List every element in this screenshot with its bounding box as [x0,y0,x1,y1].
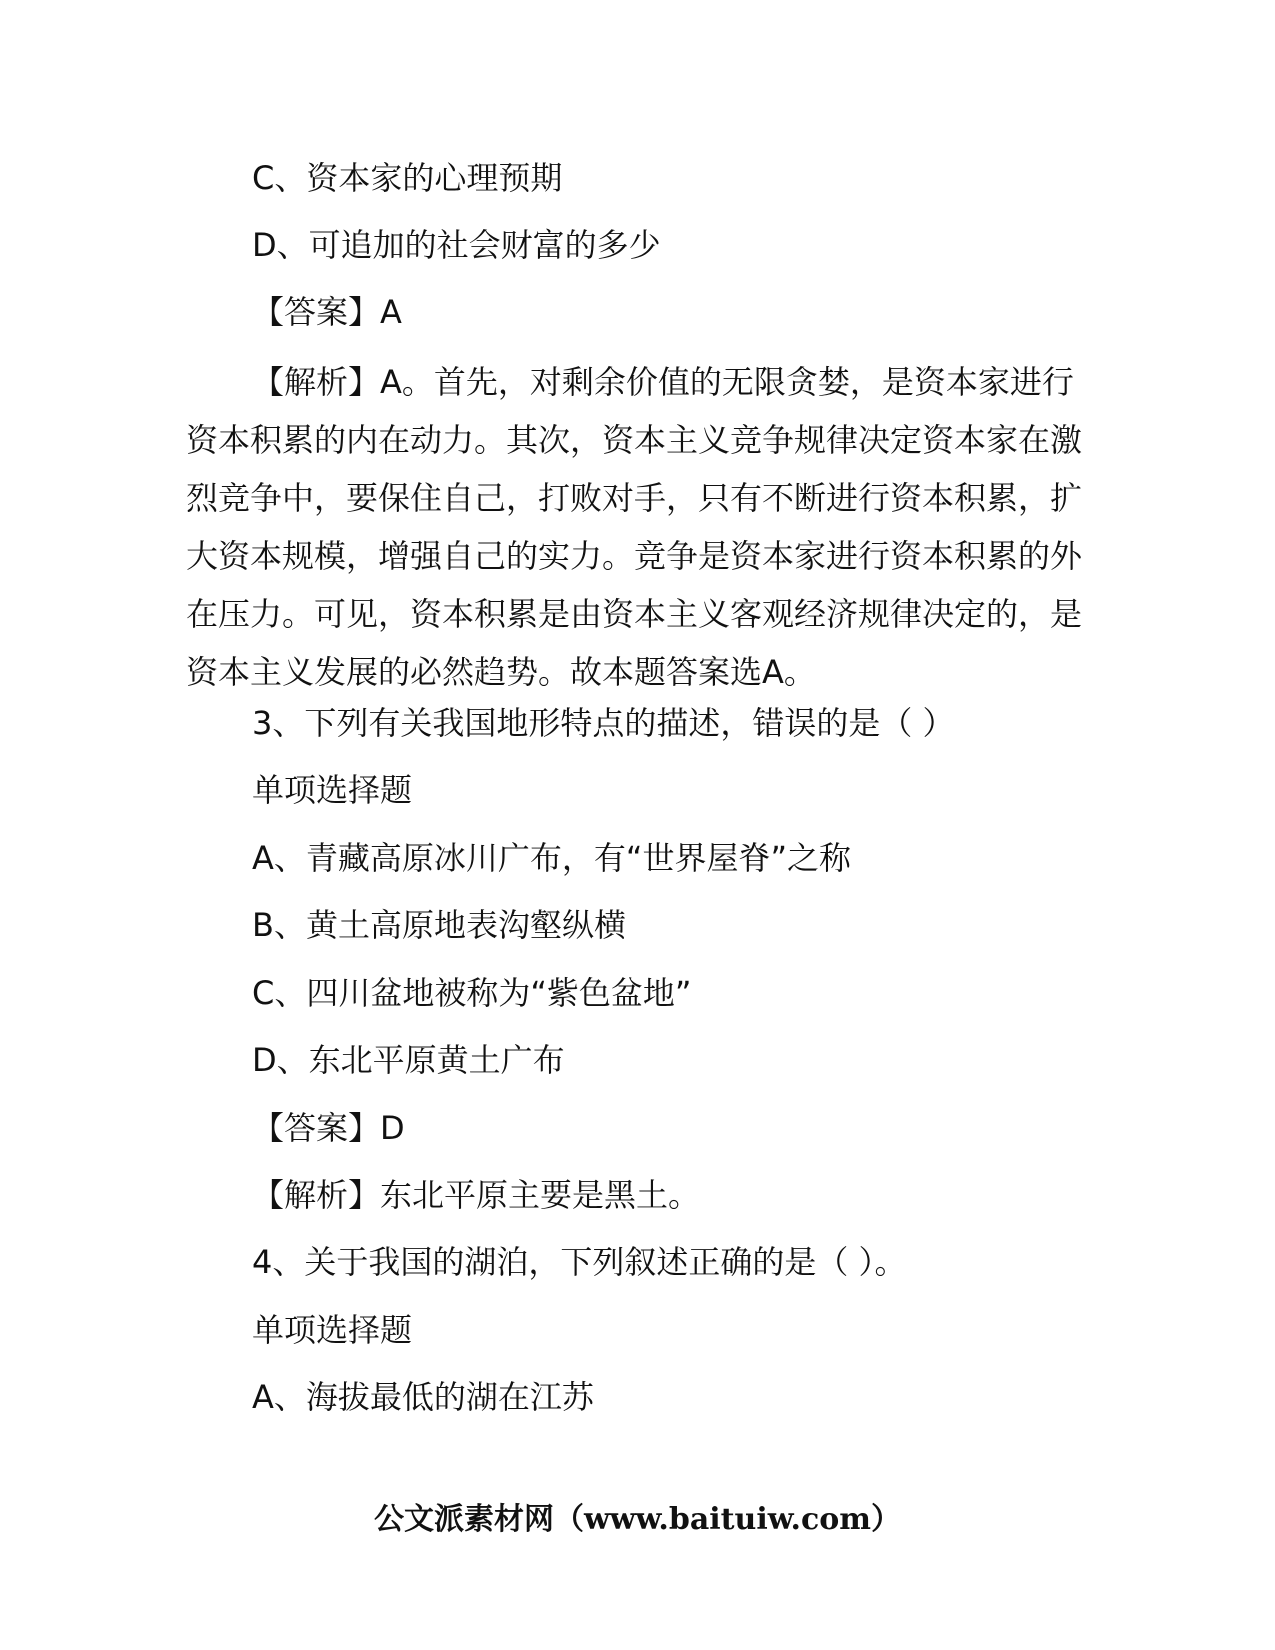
q3-option-a: A、青藏高原冰川广布，有“世界屋脊”之称 [252,839,852,877]
q2-analysis: 【解析】A。首先，对剩余价值的无限贪婪，是资本家进行资本积累的内在动力。其次，资本主义竞争规律决定资本家在激烈竞争中，要保住自己，打败对手，只有不断进行资本积累，扩大资本规模，增强自己的实力。竞争是资本家进行资本积累的外在压力。可见，资本积累是由资本主义客观经济规律决定的，是资本主义发展的必然趋势。故本题答案选A。 [186,363,1083,691]
q2-answer: 【答案】A [252,293,402,331]
q3-option-c: C、四川盆地被称为“紫色盆地” [252,974,692,1012]
q2-option-c: C、资本家的心理预期 [252,159,563,197]
q3-question: 3、下列有关我国地形特点的描述，错误的是（ ） [252,704,955,742]
q2-option-d: D、可追加的社会财富的多少 [252,226,661,264]
page-footer: 公文派素材网（www.baituiw.com） [373,1502,902,1537]
q3-analysis: 【解析】东北平原主要是黑土。 [252,1176,701,1214]
q3-option-d: D、东北平原黄土广布 [252,1041,565,1079]
q3-answer: 【答案】D [252,1109,405,1147]
q4-type: 单项选择题 [252,1311,413,1349]
q4-question: 4、关于我国的湖泊，下列叙述正确的是（ ）。 [252,1243,907,1281]
q3-type: 单项选择题 [252,771,413,809]
q3-option-b: B、黄土高原地表沟壑纵横 [252,906,626,944]
q4-option-a: A、海拔最低的湖在江苏 [252,1378,594,1416]
